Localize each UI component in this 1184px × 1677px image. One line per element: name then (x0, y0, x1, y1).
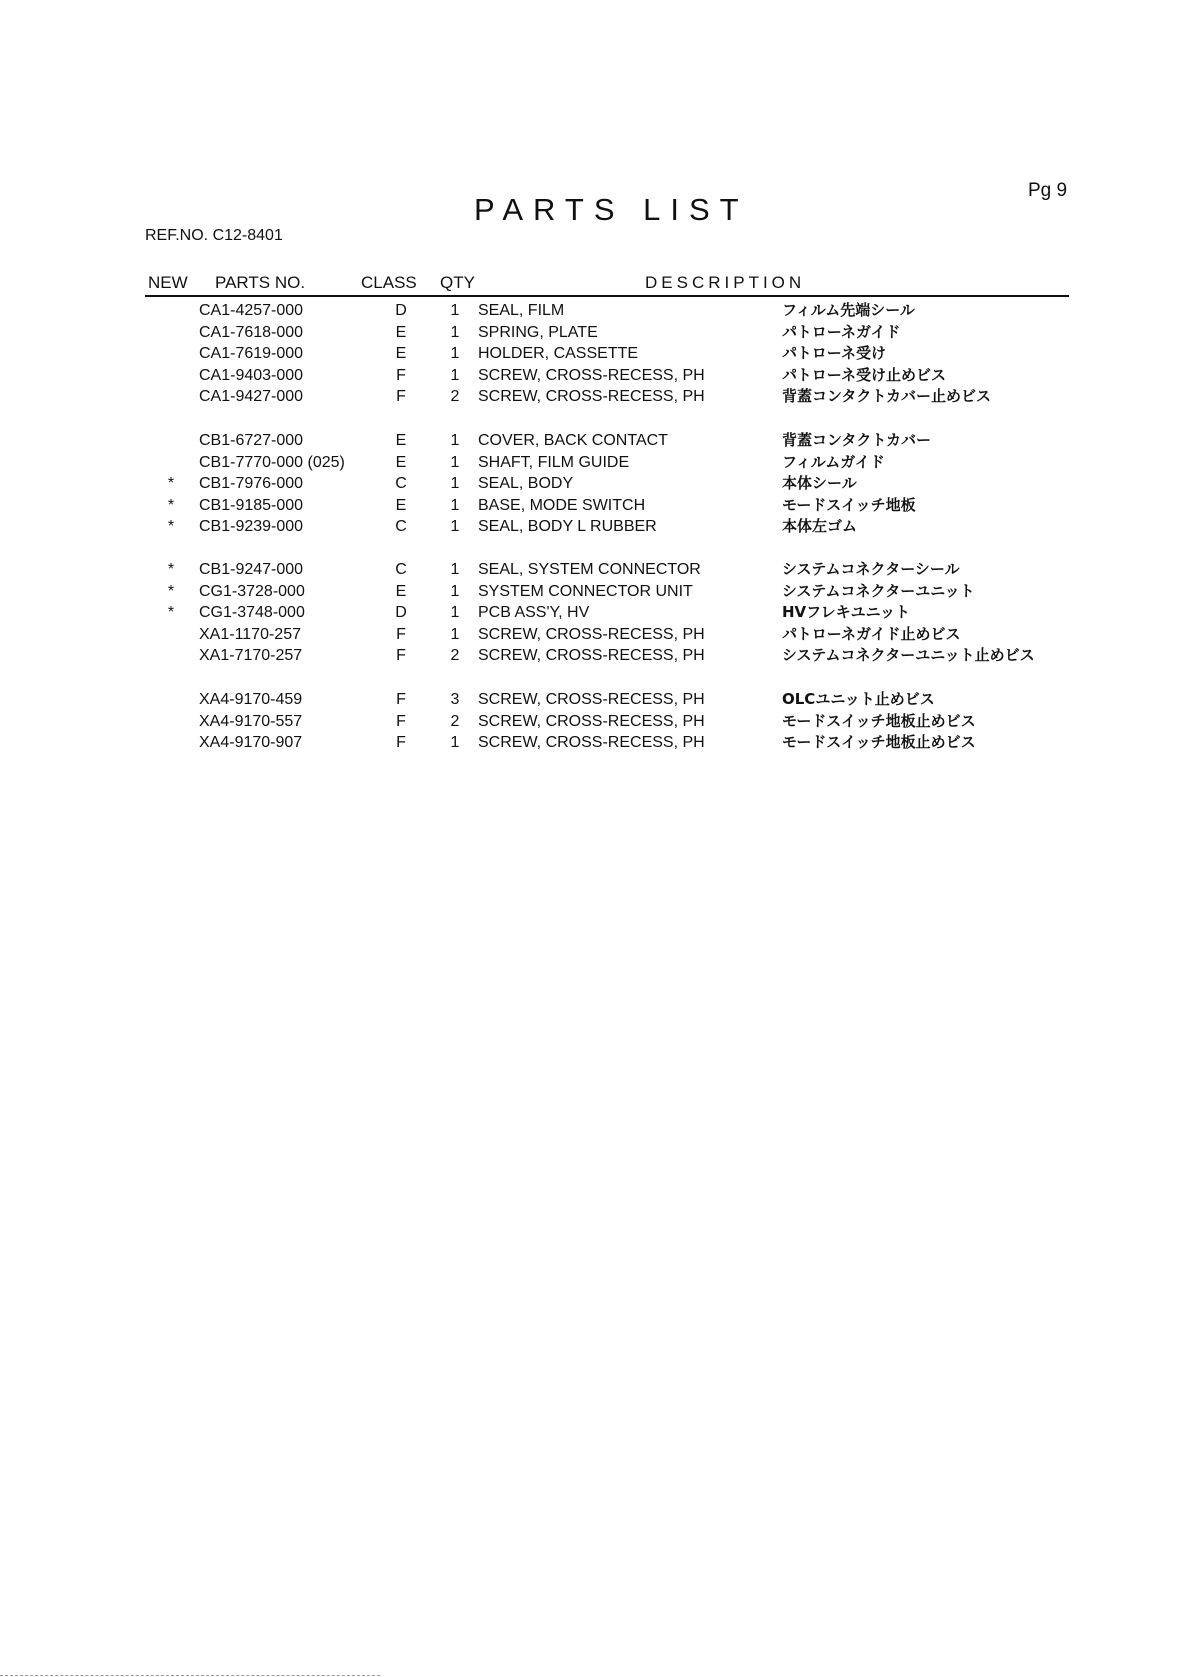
description: SCREW, CROSS-RECESS, PH (478, 712, 705, 730)
part-number: CB1-9185-000 (199, 496, 304, 514)
japanese-description: パトローネ受け止めビス (782, 365, 946, 384)
quantity: 1 (450, 366, 460, 384)
japanese-description: モードスイッチ地板 (782, 495, 916, 514)
japanese-description: モードスイッチ地板止めビス (782, 733, 976, 751)
header-qty: QTY (440, 273, 475, 292)
description: SPRING, PLATE (478, 323, 598, 341)
quantity: 2 (450, 647, 460, 664)
class-code: F (396, 388, 406, 405)
description: SCREW, CROSS-RECESS, PH (478, 388, 705, 405)
new-marker: * (167, 561, 175, 578)
class-code: D (395, 302, 407, 319)
table-row (0, 343, 1184, 365)
class-code: E (395, 432, 407, 449)
table-row (0, 559, 1184, 581)
class-code: F (396, 366, 406, 384)
japanese-description: 本体左ゴム (782, 517, 858, 535)
description: SEAL, BODY (478, 475, 574, 492)
class-code: F (396, 734, 406, 751)
parts-group (0, 430, 1184, 538)
table-row (0, 581, 1184, 603)
japanese-description: システムコネクターユニット止めビス (782, 646, 1035, 664)
header-description: DESCRIPTION (645, 273, 806, 292)
table-row (0, 689, 1184, 711)
table-row (0, 322, 1184, 344)
quantity: 1 (450, 496, 460, 514)
footer-scan-line (0, 1675, 380, 1676)
class-code: E (395, 323, 407, 341)
class-code: C (395, 518, 407, 535)
quantity: 1 (450, 561, 460, 578)
quantity: 2 (450, 388, 460, 405)
part-number: CA1-4257-000 (199, 302, 304, 319)
japanese-description: 本体シール (782, 474, 857, 492)
new-marker: * (167, 496, 175, 514)
japanese-description: システムコネクターシール (782, 560, 960, 578)
quantity: 1 (450, 432, 460, 449)
part-number: CB1-7770-000 (025) (199, 453, 345, 471)
class-code: C (395, 561, 407, 578)
japanese-description: OLCユニット止めビス (782, 690, 935, 708)
japanese-description: HVフレキユニット (782, 603, 910, 621)
class-code: F (396, 712, 406, 730)
part-number: CB1-9247-000 (199, 561, 304, 578)
table-row (0, 430, 1184, 452)
class-code: E (395, 345, 407, 362)
table-row (0, 452, 1184, 474)
header-parts-no: PARTS NO. (215, 273, 306, 292)
quantity: 1 (450, 475, 460, 492)
description: BASE, MODE SWITCH (478, 496, 646, 514)
description: SCREW, CROSS-RECESS, PH (478, 691, 705, 708)
description: SEAL, SYSTEM CONNECTOR (478, 561, 701, 578)
parts-group (0, 559, 1184, 667)
table-row (0, 516, 1184, 538)
class-code: F (396, 647, 406, 664)
part-number: CA1-7619-000 (199, 345, 304, 362)
japanese-description: システムコネクターユニット (782, 581, 975, 600)
quantity: 1 (450, 625, 460, 643)
description: SEAL, BODY L RUBBER (478, 518, 657, 535)
page-number: Pg 9 (1028, 180, 1068, 201)
class-code: F (396, 625, 406, 643)
header-rule (145, 295, 1069, 297)
japanese-description: 背蓋コンタクトカバー (782, 431, 931, 449)
quantity: 1 (450, 734, 460, 751)
part-number: CA1-9403-000 (199, 366, 304, 384)
table-row (0, 711, 1184, 733)
description: SYSTEM CONNECTOR UNIT (478, 582, 693, 600)
part-number: XA1-1170-257 (199, 625, 301, 643)
new-marker: * (167, 475, 175, 492)
parts-group (0, 689, 1184, 754)
part-number: XA4-9170-557 (199, 712, 303, 730)
japanese-description: モードスイッチ地板止めビス (782, 711, 976, 730)
quantity: 1 (450, 453, 460, 471)
description: SCREW, CROSS-RECESS, PH (478, 647, 705, 664)
table-row (0, 473, 1184, 495)
description: COVER, BACK CONTACT (478, 432, 668, 449)
description: HOLDER, CASSETTE (478, 345, 639, 362)
new-marker: * (167, 604, 175, 621)
header-new: NEW (148, 273, 188, 292)
part-number: CA1-7618-000 (199, 323, 304, 341)
description: SCREW, CROSS-RECESS, PH (478, 734, 705, 751)
japanese-description: 背蓋コンタクトカバー止めビス (782, 387, 991, 405)
quantity: 1 (450, 518, 460, 535)
japanese-description: フィルム先端シール (782, 301, 915, 319)
parts-group (0, 300, 1184, 408)
class-code: E (395, 496, 407, 514)
table-row (0, 645, 1184, 667)
part-number: CA1-9427-000 (199, 388, 304, 405)
part-number: XA4-9170-907 (199, 734, 303, 751)
part-number: CB1-9239-000 (199, 518, 304, 535)
quantity: 1 (450, 345, 460, 362)
table-row (0, 624, 1184, 646)
japanese-description: フィルムガイド (782, 452, 885, 471)
class-code: F (396, 691, 406, 708)
part-number: XA4-9170-459 (199, 691, 303, 708)
quantity: 3 (450, 691, 460, 708)
new-marker: * (167, 518, 175, 535)
part-number: XA1-7170-257 (199, 647, 303, 664)
part-number: CB1-6727-000 (199, 432, 304, 449)
class-code: C (395, 475, 407, 492)
description: SEAL, FILM (478, 302, 565, 319)
page-title: PARTS LIST (474, 192, 749, 227)
table-row (0, 300, 1184, 322)
quantity: 1 (450, 582, 460, 600)
quantity: 1 (450, 604, 460, 621)
class-code: D (395, 604, 407, 621)
japanese-description: パトローネガイド (782, 322, 901, 341)
reference-number: REF.NO. C12-8401 (145, 227, 283, 244)
description: PCB ASS'Y, HV (478, 604, 590, 621)
table-row (0, 365, 1184, 387)
new-marker: * (167, 582, 175, 600)
part-number: CG1-3728-000 (199, 582, 305, 600)
table-row (0, 386, 1184, 408)
part-number: CB1-7976-000 (199, 475, 304, 492)
class-code: E (395, 582, 407, 600)
quantity: 2 (450, 712, 460, 730)
class-code: E (395, 453, 407, 471)
header-class: CLASS (361, 273, 417, 292)
table-row (0, 602, 1184, 624)
quantity: 1 (450, 323, 460, 341)
table-row (0, 732, 1184, 754)
table-row (0, 495, 1184, 517)
description: SCREW, CROSS-RECESS, PH (478, 366, 705, 384)
japanese-description: パトローネ受け (782, 344, 886, 362)
part-number: CG1-3748-000 (199, 604, 305, 621)
description: SCREW, CROSS-RECESS, PH (478, 625, 705, 643)
quantity: 1 (450, 302, 460, 319)
japanese-description: パトローネガイド止めビス (782, 624, 961, 643)
description: SHAFT, FILM GUIDE (478, 453, 630, 471)
